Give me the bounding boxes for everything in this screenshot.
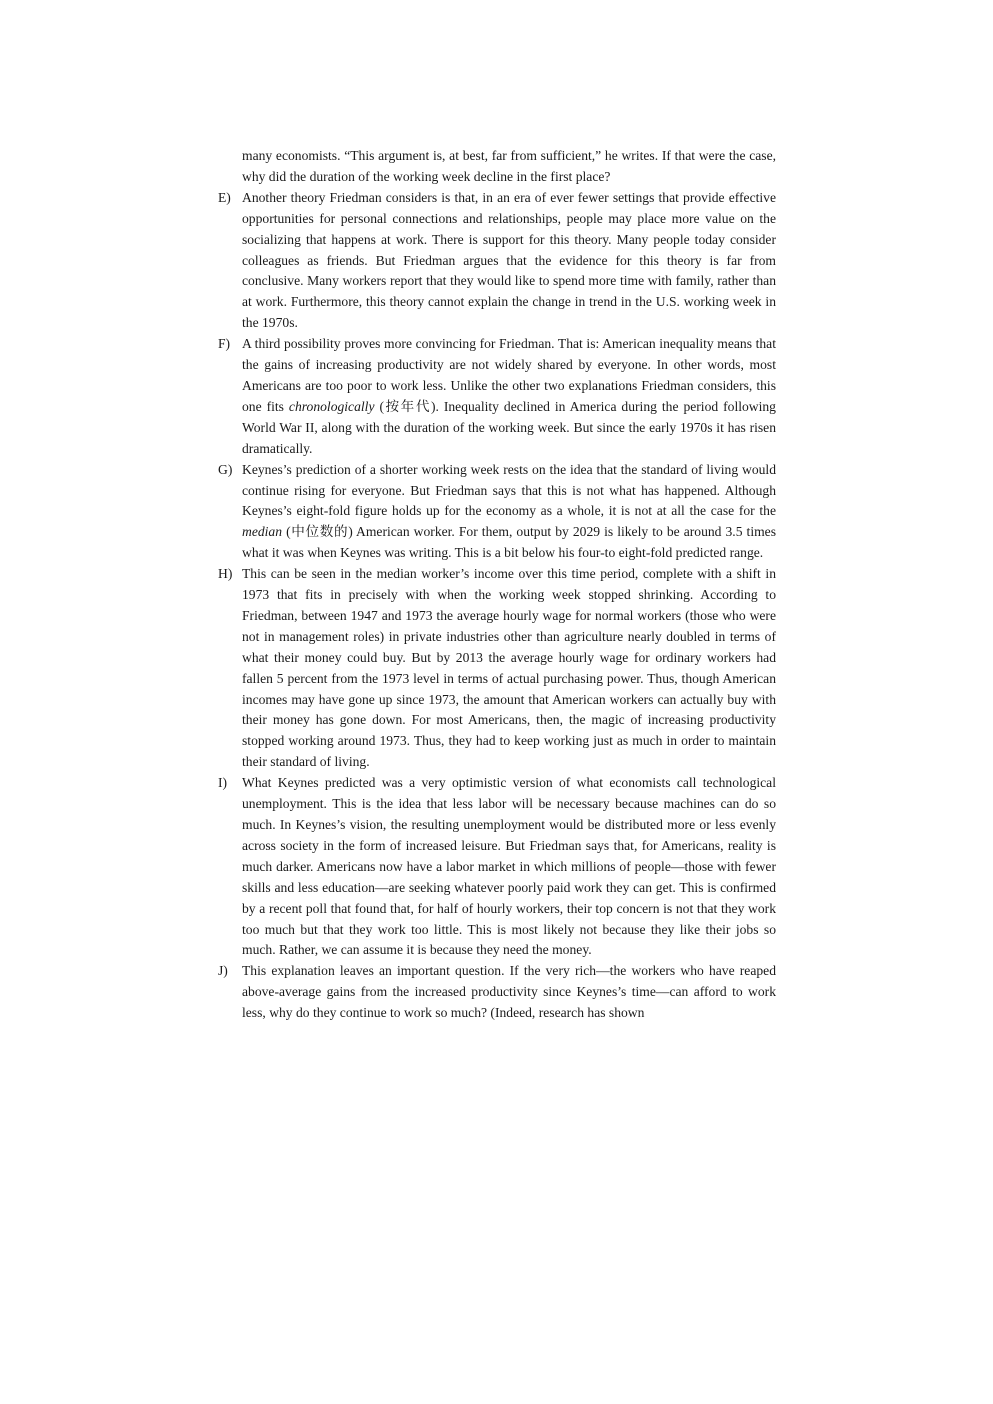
text-run: What Keynes predicted was a very optimistic version of what economists call technological unemployment. This is the idea that less labor will be necessary because machines can do so much. In Keynes’s vision, the resulting unemployment would be distributed more or less evenly across society in the form of increased leisure. But Friedman says that, for Americans, reality is much darker. Americans now have a labor market in which millions of people—those with fewer skills and less education—are seeking whatever poorly paid work they can get. This is confirmed by a recent poll that found that, for half of hourly workers, their top concern is not that they work too much but that they work too little. This is most likely not because they like their jobs so much. Rather, we can assume it is because they need the money. (242, 775, 776, 958)
paragraph-text (242, 773, 776, 961)
paragraph-marker: I) (218, 775, 228, 791)
text-run: Another theory Friedman considers is that, in an era of ever fewer settings that provide effective opportunities for personal connections and relationships, people may place more value on the socializing that happens at work. There is support for this theory. Many people today consider colleagues as friends. But Friedman argues that the evidence for this theory is far from conclusive. Many workers report that they would like to spend more time with family, rather than at work. Furthermore, this theory cannot explain the change in trend in the U.S. working week in the 1970s. (242, 189, 776, 331)
text-run: (中位数的) American worker. For them, output by 2029 is likely to be around 3.5 times what it was when Keynes was writing. This is a bit below his four-to eight-fold predicted range. (242, 524, 776, 561)
paragraph-text (242, 334, 776, 459)
paragraph-marker: J) (218, 963, 228, 979)
paragraph (218, 146, 776, 188)
paragraph-marker: H) (218, 566, 233, 582)
paragraph (218, 334, 776, 459)
text-run: many economists. “This argument is, at best, far from sufficient,” he writes. If that were the case, why did the duration of the working week decline in the first place? (242, 148, 776, 184)
paragraph-marker: E) (218, 189, 231, 205)
paragraph-text (242, 188, 776, 334)
text-run: This explanation leaves an important question. If the very rich—the workers who have reaped above-average gains from the increased productivity since Keynes’s time—can afford to work less, why do they continue to work so much? (Indeed, research has shown (242, 963, 776, 1021)
paragraph (218, 460, 776, 565)
paragraph-text (242, 961, 776, 1024)
text-run: This can be seen in the median worker’s income over this time period, complete with a shift in 1973 that fits in precisely with when the working week stopped shrinking. According to Friedman, between 1947 and 1973 the average hourly wage for normal workers (those who were not in management roles) in private industries other than agriculture nearly doubled in terms of what their money could buy. But by 2013 the average hourly wage for ordinary workers had fallen 5 percent from the 1973 level in terms of actual purchasing power. Thus, though American incomes may have gone up since 1973, the amount that American workers can actually buy with their money has gone down. For most Americans, then, the magic of increasing productivity stopped working around 1973. Thus, they had to keep working just as much in order to maintain their standard of living. (242, 566, 776, 770)
paragraph-text (242, 460, 776, 565)
italic-term: median (242, 524, 283, 540)
document-page (218, 146, 776, 1024)
paragraph (218, 564, 776, 773)
paragraph (218, 961, 776, 1024)
paragraph-text (242, 564, 776, 773)
text-run: Keynes’s prediction of a shorter working week rests on the idea that the standard of living would continue rising for everyone. But Friedman says that this is not what has happened. Although Keynes’s eight-fold figure holds up for the economy as a whole, it is not at all the case for the (242, 461, 776, 519)
text-run: (按年代). Inequality declined in America during the period following World War II, along with the duration of the working week. But since the early 1970s it has risen dramatically. (242, 398, 776, 456)
italic-term: chronologically (288, 398, 375, 414)
text-run: A third possibility proves more convincing for Friedman. That is: American inequality means that the gains of increasing productivity are not widely shared by everyone. In other words, most Americans are too poor to work less. Unlike the other two explanations Friedman considers, this one fits (242, 336, 776, 414)
paragraph (218, 773, 776, 961)
paragraph-text (242, 146, 776, 188)
paragraph-marker: G) (218, 461, 233, 477)
paragraph-marker: F) (218, 336, 231, 352)
paragraph (218, 188, 776, 334)
